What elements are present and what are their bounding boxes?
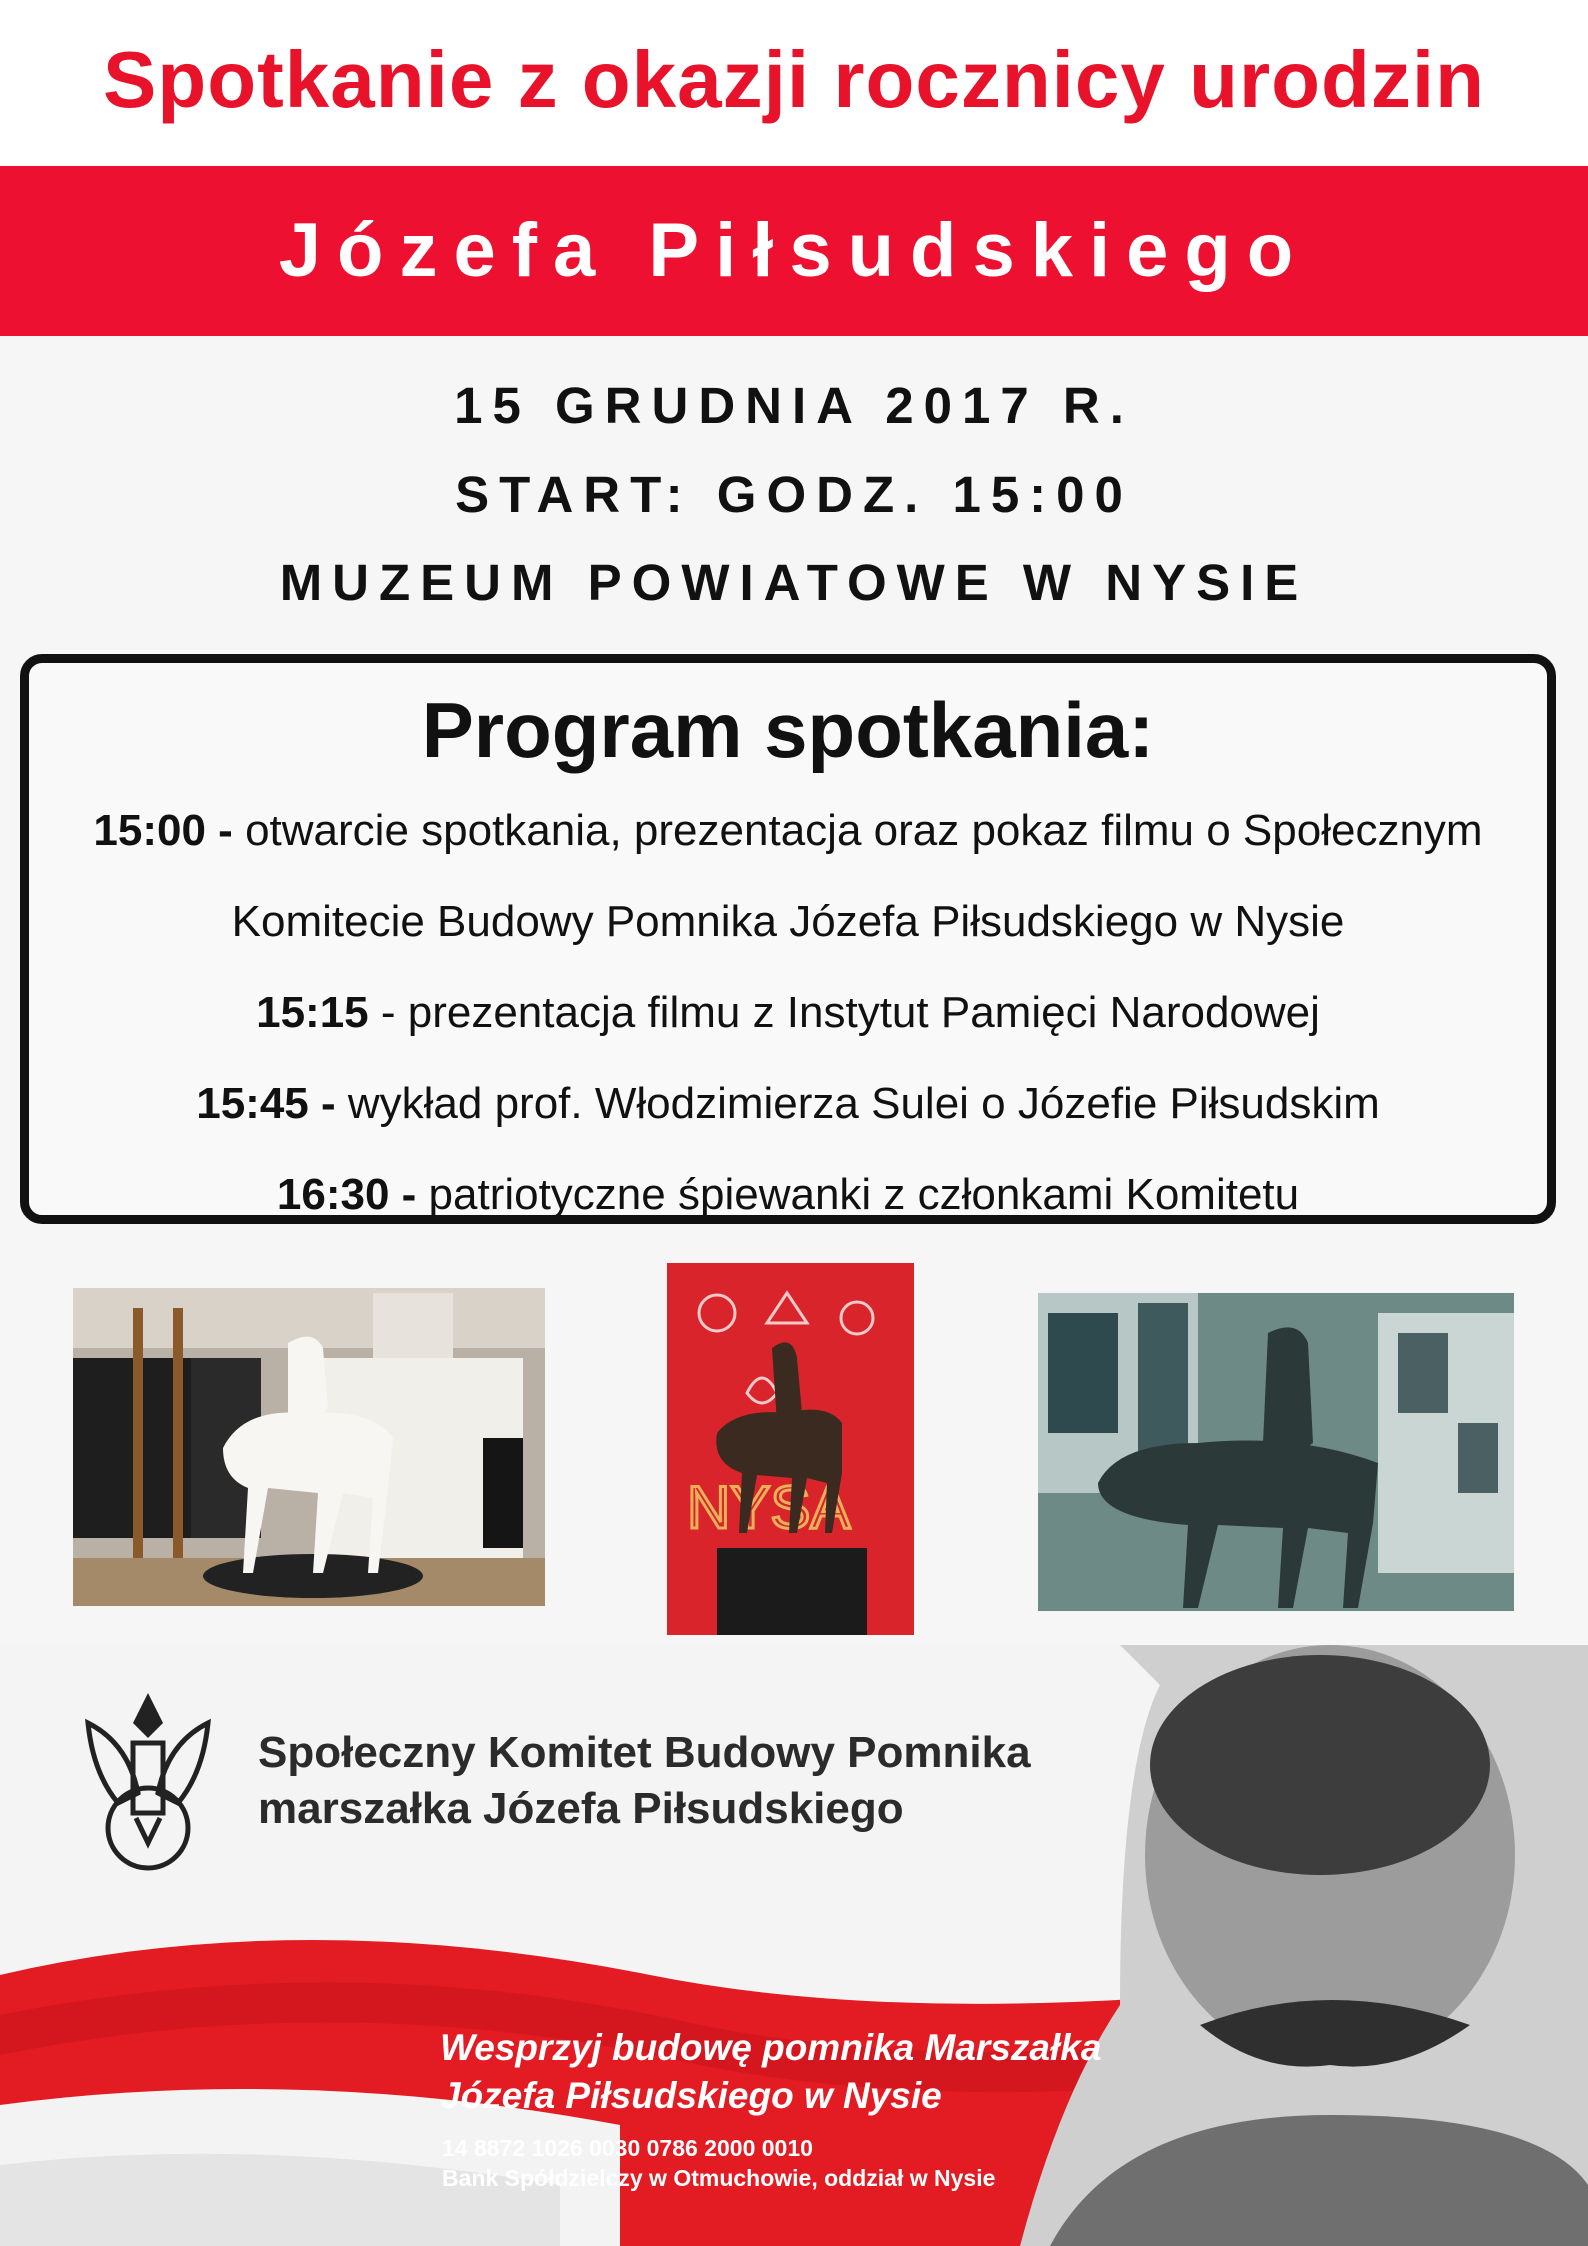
- org-name-line1: Społeczny Komitet Budowy Pomnika: [258, 1728, 1031, 1777]
- program-item-text: otwarcie spotkania, prezentacja oraz pokaz filmu o Społecznym: [232, 806, 1483, 855]
- bank-account-number: 14 8872 1026 0030 0786 2000 0010: [442, 2135, 813, 2161]
- photo-bronze-statue: [667, 1263, 914, 1635]
- program-item: [29, 1167, 1547, 1223]
- program-item-text: Komitecie Budowy Pomnika Józefa Piłsudskiego w Nysie: [231, 897, 1345, 946]
- org-name-line2: marszałka Józefa Piłsudskiego: [258, 1784, 904, 1833]
- program-box: [20, 654, 1556, 1224]
- program-item-text: - prezentacja filmu z Instytut Pamięci Narodowej: [368, 988, 1320, 1037]
- program-item-time: 15:15: [256, 988, 369, 1037]
- program-item-time: 16:30 -: [276, 1170, 417, 1219]
- program-item: [29, 1076, 1547, 1132]
- photo-white-statue-model: [73, 1288, 545, 1606]
- eagle-emblem-icon: [78, 1683, 218, 1873]
- page-subtitle: Józefa Piłsudskiego: [278, 208, 1310, 293]
- event-start-time: START: GODZ. 15:00: [455, 466, 1133, 523]
- support-line1: Wesprzyj budowę pomnika Marszałka: [440, 2027, 1102, 2068]
- red-title-band: [0, 166, 1588, 336]
- program-item: [29, 803, 1547, 859]
- bank-name: Bank Spółdzielczy w Otmuchowie, oddział w Nysie: [442, 2165, 996, 2191]
- photo-dark-statue: [1038, 1293, 1514, 1611]
- program-item: [29, 985, 1547, 1041]
- program-item-time: 15:00 -: [93, 806, 233, 855]
- nysa-logo-text: NYSA: [687, 1474, 851, 1541]
- program-item-text: wykład prof. Włodzimierza Sulei o Józefie Piłsudskim: [335, 1079, 1380, 1128]
- program-item: [29, 894, 1547, 950]
- support-line2: Józefa Piłsudskiego w Nysie: [440, 2075, 942, 2116]
- event-date: 15 GRUDNIA 2017 R.: [454, 377, 1134, 434]
- program-item-time: 15:45 -: [196, 1079, 336, 1128]
- page-title: Spotkanie z okazji rocznicy urodzin: [103, 35, 1485, 124]
- program-item-text: patriotyczne śpiewanki z członkami Komitetu: [416, 1170, 1300, 1219]
- support-banner: [0, 1645, 1588, 2246]
- program-title: Program spotkania:: [421, 686, 1155, 774]
- event-venue: MUZEUM POWIATOWE W NYSIE: [279, 554, 1309, 611]
